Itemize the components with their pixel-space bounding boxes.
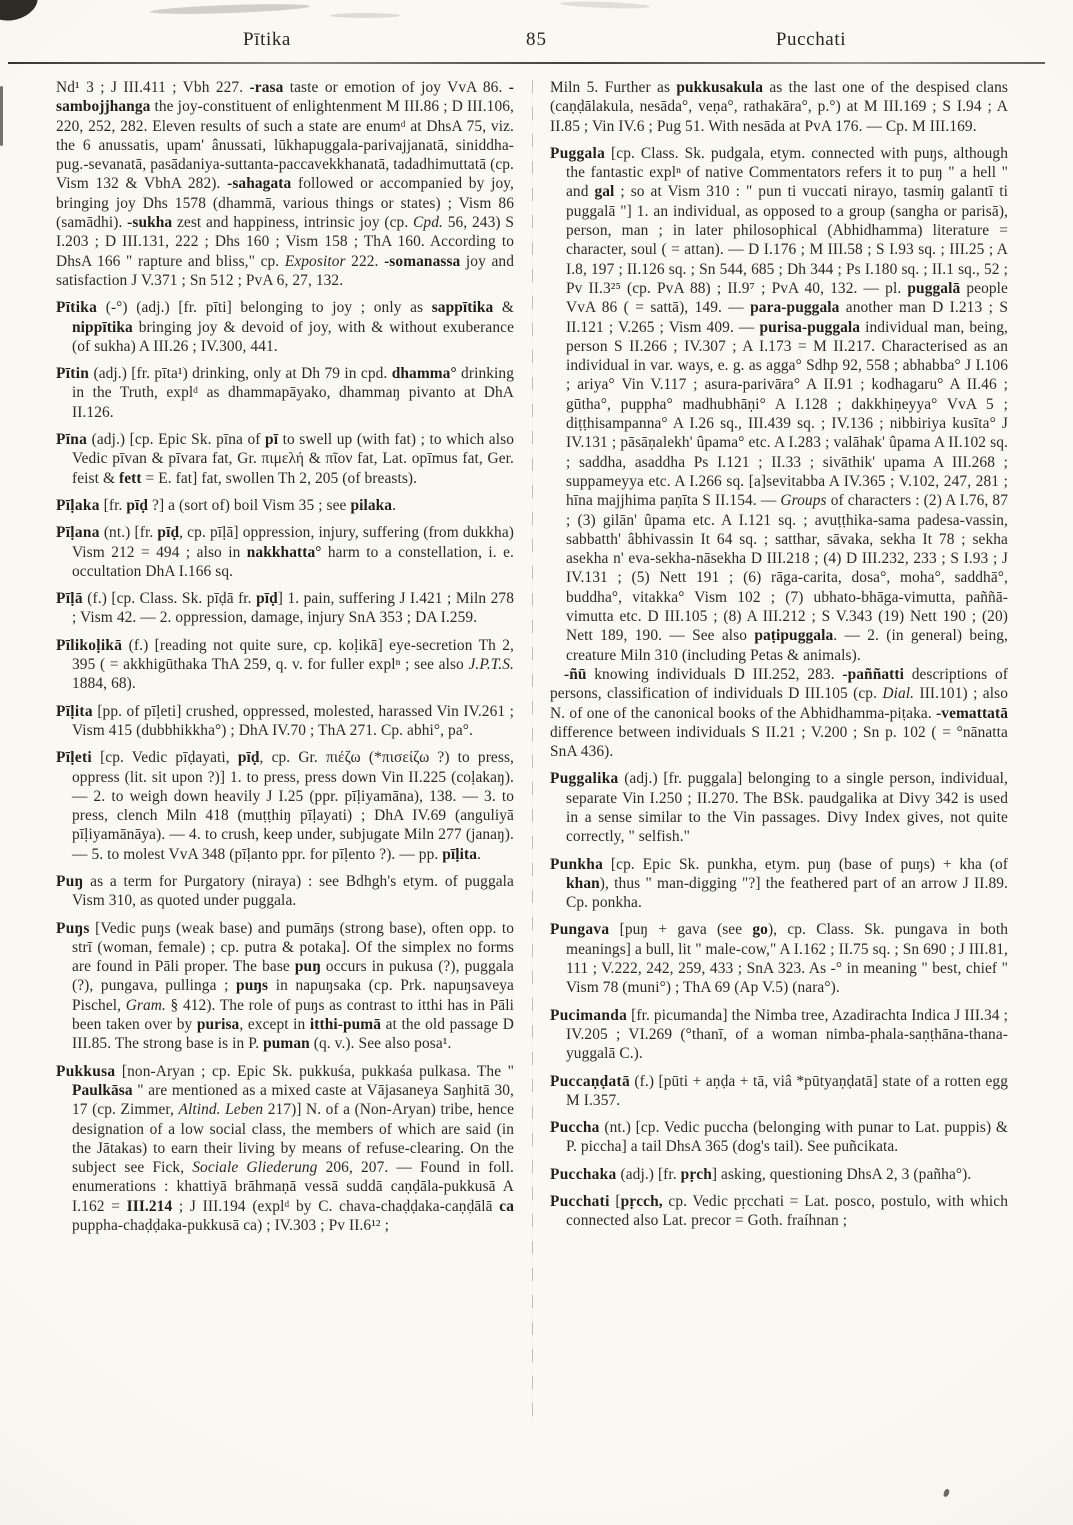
dictionary-entry: Pungava [puŋ + gava (see go), cp. Class. Sk. pungava in both meanings] a bull, lit " male-cow," A I.162 ; II.75 sq. ; Sn 690 ; J III.81, 111 ; V.222, 242, 259, 433 ; SnA 323. As -° in meaning " best, chief " Vism 78 (muni°) ; ThA 69 (Ap V.5) (nara°). — [550, 921, 1008, 997]
dictionary-entry: Pīna (adj.) [cp. Epic Sk. pīna of pī to swell up (with fat) ; to which also Vedic pīvan & pīvara fat, Gr. πιμελή & πῖον fat, Lat. opīmus fat, Ger. feist & fett = E. fat] fat, swollen Th 2, 205 (of breasts). — [56, 431, 514, 487]
dictionary-entry: Pītin (adj.) [fr. pīta¹) drinking, only at Dh 79 in cpd. dhamma° drinking in the Truth, explᵈ as dhammapāyako, dhammaŋ pivanto at DhA II.126. — [56, 365, 515, 421]
dictionary-entry: Pucchati [pṛcch, cp. Vedic pṛcchati = Lat. posco, postulo, with which connected also Lat. precor = Goth. fraíhnan ; — [550, 1193, 1008, 1230]
headword: Pīḷā — [56, 590, 83, 608]
scan-artifact-smudge — [150, 2, 310, 16]
dictionary-entry: Puccha (nt.) [cp. Vedic puccha (belonging with punar to Lat. puppis) & P. piccha] a tail DhsA 365 (dog's tail). See puñcikata. — [550, 1119, 1008, 1156]
dictionary-entry: Puŋs [Vedic puŋs (weak base) and pumāŋs (strong base), often opp. to strī (woman, female) ; cp. putra & potaka]. Of the simplex no forms are found in Pāli proper. The base puŋ occurs in pukusa (?), puggala (?), pungava, pullinga ; puŋs in napuŋsaka (cp. Prk. napuŋsaveya Pischel, Gram. § 412). The role of puŋs as contrast to itthi has in Pāli been taken over by purisa, except in itthi-pumā at the old passage D III.85. The strong base is in P. puman (q. v.). See also posa¹. — [56, 919, 514, 1053]
headword: Puccaṇḍatā — [550, 1072, 630, 1090]
headword: Punkha — [550, 855, 604, 873]
headword: Pucimanda — [550, 1006, 628, 1024]
entry-sub-paragraph: -ñū knowing individuals D III.252, 283. -paññatti descriptions of persons, classification of individuals D III.105 (cp. Dial. III.101) ; also N. of one of the canonical books of the Abhidhamma-piṭaka. -vemattatā difference between individuals S II.21 ; V.200 ; Sn p. 102 ( = °nānatta SnA 436). — [550, 665, 1008, 761]
dictionary-entry: Pucimanda [fr. picumanda] the Nimba tree, Azadirachta Indica J III.34 ; IV.205 ; VI.269 (°thanī, of a woman nimba-phala-saṇṭhāna-thana-yuggalā C.). — [550, 1006, 1008, 1063]
headword: Pīlikoḷikā — [56, 636, 123, 654]
scan-artifact-edge — [0, 86, 3, 146]
headword: Pītin — [56, 365, 90, 383]
scan-artifact-smudge — [330, 13, 400, 18]
dictionary-entry: Pucchaka (adj.) [fr. pṛch] asking, questioning DhsA 2, 3 (pañha°). — [550, 1165, 972, 1183]
dictionary-entry: Pītika (-°) (adj.) [fr. pīti] belonging to joy ; only as sappītika & nippītika bringing joy & devoid of joy, with & without exuberance (of sukha) A III.26 ; IV.300, 441. — [56, 299, 514, 355]
entry-continuation: Nd¹ 3 ; J III.411 ; Vbh 227. -rasa taste or emotion of joy VvA 86. -sambojjhanga the joy-constituent of enlightenment M III.86 ; D III.106, 220, 252, 282. Eleven results of such a state are enumᵈ at DhsA 75, viz. the 6 anussatis, upam' ânussati, lūkhapuggala-parivajjanatā, siniddha-pug.-sevanatā, pasādaniya-suttanta-paccavekkhanatā, tadadhimuttatā (cp. Vism 132 & VbhA 282). -sahagata followed or accompanied by joy, bringing joy Dhs 1578 (dhammā, various things or states) ; Vism 86 (samādhi). -sukha zest and happiness, intrinsic joy (cp. Cpd. 56, 243) S I.203 ; D III.131, 222 ; Dhs 160 ; Vism 158 ; ThA 160. According to DhsA 166 " rapture and bliss," cp. Expositor 222. -somanassa joy and satisfaction J V.371 ; Sn 512 ; PvA 6, 27, 132. — [56, 79, 514, 289]
dictionary-entry: Pukkusa [non-Aryan ; cp. Epic Sk. pukkuśa, pukkaśa pulkasa. The " Paulkāsa " are mentioned as a mixed caste at Vājasaneya Saŋhitā 30, 17 (cp. Zimmer, Altind. Leben 217)] N. of a (Non-Aryan) tribe, hence designation of a low social class, the members of which are said (in the Jātakas) to earn their living by means of refuse-clearing. On the subject see Fick, Sociale Gliederung 206, 207. — Found in foll. enumerations : khattiyā brāhmaṇā vessā suddā caṇḍāla-pukkusā A I.162 = III.214 ; J III.194 (explᵈ by C. chava-chaḍḍaka-caṇḍālā ca puppha-chaḍḍaka-pukkusā ca) ; IV.303 ; Pv II.6¹² ; — [56, 1062, 515, 1235]
text-columns — [56, 78, 1008, 1243]
right-column — [550, 78, 1008, 1243]
header-catchword-right: Pucchati — [775, 29, 847, 50]
headword: Pucchati — [550, 1193, 610, 1211]
headword: Pīḷaka — [56, 496, 100, 514]
scan-artifact-corner — [0, 0, 42, 26]
dictionary-entry: Pīḷana (nt.) [fr. pīḍ, cp. pīḷā] oppression, injury, suffering (from dukkha) Vism 212 = 494 ; also in nakkhatta° harm to a constellation, i. e. occultation DhA I.166 sq. — [56, 524, 515, 580]
headword: Pīna — [56, 431, 88, 449]
headword: Puggalika — [550, 770, 619, 788]
headword: Puŋs — [56, 919, 90, 937]
headword: Pīḷana — [56, 524, 100, 542]
left-column — [56, 78, 514, 1243]
dictionary-entry: Puŋ as a term for Purgatory (niraya) : see Bdhgh's etym. of puggala Vism 310, as quoted under puggala. — [56, 872, 514, 910]
headword: Puŋ — [56, 872, 84, 890]
dictionary-entry: Pīḷaka [fr. pīḍ ?] a (sort of) boil Vism 35 ; see pilaka. — [56, 496, 397, 514]
headword: Pīḷita — [56, 702, 93, 720]
headword: Pīḷeti — [56, 749, 92, 767]
headword: Puccha — [550, 1119, 600, 1137]
headword: Pukkusa — [56, 1062, 116, 1080]
entry-continuation: Miln 5. Further as pukkusakula as the last one of the despised clans (caṇḍālakula, nesāda°, veṇa°, rathakāra°, p.°) at M III.169 ; S I.94 ; A II.85 ; Vin IV.6 ; Pug 51. With nesāda at PvA 176. — Cp. M III.169. — [550, 79, 1008, 135]
header-rule — [8, 62, 1045, 64]
headword: Puggala — [550, 144, 606, 162]
headword: Pītika — [56, 299, 98, 317]
dictionary-entry: Puccaṇḍatā (f.) [pūti + aṇḍa + tā, viâ *pūtyaṇḍatā] state of a rotten egg M I.357. — [550, 1072, 1008, 1109]
dictionary-entry: Pīḷeti [cp. Vedic pīḍayati, pīḍ, cp. Gr. πιέζω (*πισείζω ?) to press, oppress (lit. sit upon ?)] 1. to press, press down Vin II.225 (coḷakaŋ). — 2. to weigh down heavily J I.25 (ppr. pīḷiyamāna), 138. — 3. to press, clench Miln 418 (muṭṭhiŋ pīḷayati) ; DhA IV.69 (anguliyā pīḷiyamānāya). — 4. to crush, keep under, subjugate Miln 277 (janaŋ). — 5. to molest VvA 348 (pīḷanto ppr. for pīḷento ?). — pp. pīḷita. — [56, 749, 514, 863]
dictionary-entry: Puggala [cp. Class. Sk. pudgala, etym. connected with puŋs, although the fantastic explⁿ of native Commentators refers it to puŋ " a hell " and gal ; so at Vism 310 : " pun ti vuccati nirayo, tasmiŋ galantī ti puggalā "] 1. an individual, as opposed to a group (sangha or parisā), person, man ; in later philosophical (Abhidhamma) literature = character, soul ( = attan). — D I.176 ; M III.58 ; S I.93 sq. ; III.25 ; A I.8, 197 ; II.126 sq. ; Sn 544, 685 ; Dh 344 ; Ps I.180 sq. ; II.1 sq., 52 ; Pv II.3²⁵ (cp. PvA 88) ; II.9⁷ ; PvA 40, 132. — pl. puggalā people VvA 86 ( = sattā), 149. — para-puggala another man D I.213 ; S II.121 ; V.265 ; Vism 409. — purisa-puggala individual man, being, person S II.266 ; IV.307 ; A I.173 = M II.217. Characterised as an individual in var. ways, e. g. as agga° Sdhp 92, 558 ; abhabba° J I.106 ; ariya° Vin V.117 ; asura-parivāra° A II.91 ; kodhagaru° A II.46 ; gūtha°, puppha° madhubhāṇi° A I.128 ; dakkhiṇeyya° VvA 5 ; diṭṭhisampanna° A I.26 sq., III.439 sq. ; IV.136 ; nibbiriya kusīta° J IV.131 ; pāsāṇalekh' ûpama° etc. A I.283 ; valāhak' ûpama A II.102 sq. ; saddha, asaddha Ps I.121 ; II.33 ; sivāthik' upama A III.268 ; suppameyya etc. A I.266 sq. [a]sevitabba A IV.365 ; V.102, 247, 281 ; hīna majjhima paṇīta S II.154. — Groups of characters : (2) A I.76, 87 ; (3) gilān' ûpama etc. A I.121 sq. ; avuṭṭhika-sama padesa-vassin, sabbatth' âbhivassin It 64 sq. ; satthar, sāvaka, sekha It 78 ; sekha asekha n' eva-sekha-nāsekha D III.218 ; (4) D III.232, 233 ; S I.93 ; J IV.131 ; (5) Nett 191 ; (6) rāga-carita, dosa°, moha°, saddhā°, buddha°, vitakka° Vism 102 ; (7) ubhato-bhāga-vimutta, paññā-vimutta etc. D III.105 ; (8) A III.212 ; S V.343 (19) Nett 190 ; (20) Nett 189, 190. — See also paṭipuggala. — 2. (in general) being, creature Miln 310 (including Petas & animals). — [550, 144, 1009, 664]
header-catchword-left: Pītika — [243, 29, 291, 50]
dictionary-entry: Punkha [cp. Epic Sk. punkha, etym. puŋ (base of puŋs) + kha (of khan), thus " man-digging "?] the feathered part of an arrow J II.89. Cp. ponkha. — [550, 855, 1008, 912]
scan-artifact-dot — [943, 1488, 950, 1497]
page-number: 85 — [526, 29, 547, 50]
dictionary-entry: Puggalika (adj.) [fr. puggala] belonging to a single person, individual, separate Vin I.250 ; II.270. The BSk. paudgalika at Divy 342 is used in a sense similar to the Vin passages. Divy Index gives, not quite correctly, " selfish." — [550, 770, 1008, 846]
column-divider — [532, 80, 533, 1425]
scan-artifact-smudge — [560, 0, 650, 9]
headword: Pucchaka — [550, 1165, 617, 1183]
dictionary-entry: Pīḷā (f.) [cp. Class. Sk. pīḍā fr. pīḍ] 1. pain, suffering J I.421 ; Miln 278 ; Vism 42. — 2. oppression, damage, injury SnA 353 ; DA I.259. — [56, 590, 514, 627]
dictionary-entry: Pīḷita [pp. of pīḷeti] crushed, oppressed, molested, harassed Vin IV.261 ; Vism 415 (dubbhikkha°) ; DhA IV.70 ; ThA 271. Cp. abhi°, pa°. — [56, 702, 514, 739]
headword: Pungava — [550, 921, 610, 939]
dictionary-entry: Pīlikoḷikā (f.) [reading not quite sure, cp. koḷikā] eye-secretion Th 2, 395 ( = akkhigūthaka ThA 259, q. v. for fuller explⁿ ; see also J.P.T.S. 1884, 68). — [56, 636, 514, 693]
